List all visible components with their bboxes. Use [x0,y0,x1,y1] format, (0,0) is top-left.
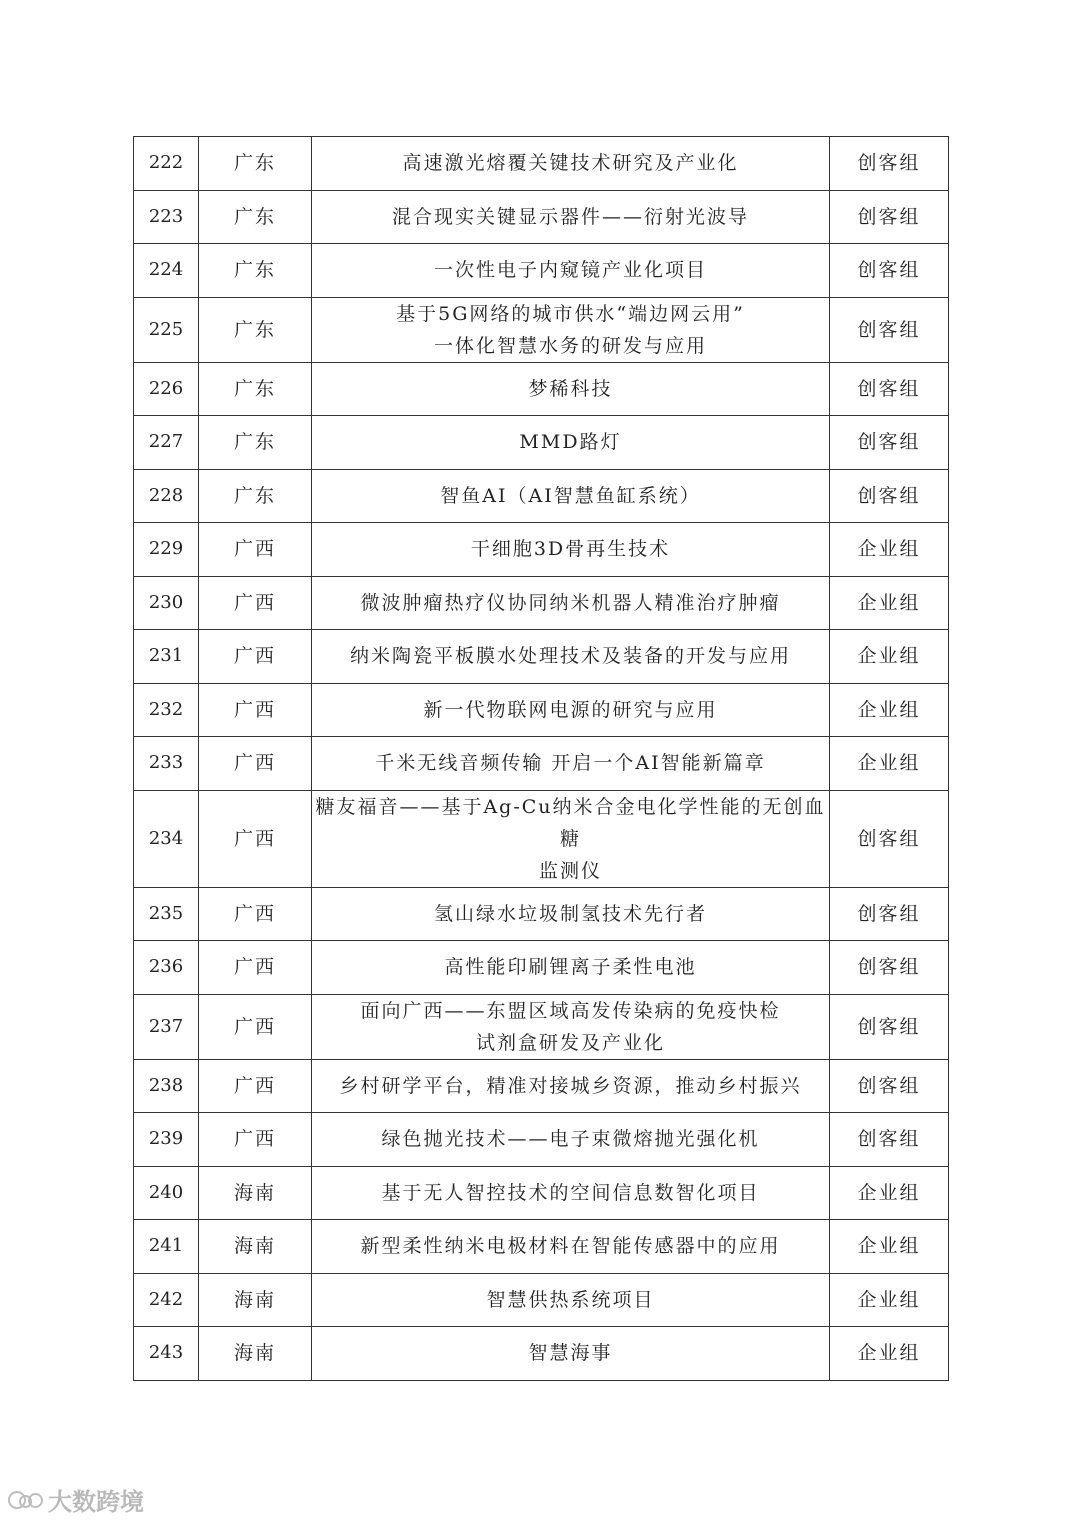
project-name-line: 氢山绿水垃圾制氢技术先行者 [433,902,707,925]
table-row [134,1059,949,1113]
row-province: 广西 [199,887,312,941]
row-number: 236 [134,941,199,995]
row-number: 227 [134,416,199,470]
table-row [134,190,949,244]
row-province: 广西 [199,737,312,791]
project-name-line: 纳米陶瓷平板膜水处理技术及装备的开发与应用 [349,645,791,668]
row-group: 创客组 [830,362,949,416]
row-project-name [312,887,830,941]
watermark-logo-icon [8,1489,42,1511]
row-province: 广西 [199,523,312,577]
project-name-line: 混合现实关键显示器件——衍射光波导 [391,205,749,228]
row-group: 企业组 [830,1273,949,1327]
row-project-name [312,941,830,995]
project-name-line: 监测仪 [538,859,602,882]
project-name-line: 基于5G网络的城市供水“端边网云用” [396,302,745,325]
table-row [134,737,949,791]
row-project-name [312,362,830,416]
project-name-line: 微波肿瘤热疗仪协同纳米机器人精准治疗肿瘤 [360,591,781,614]
table-row [134,1220,949,1274]
row-group: 企业组 [830,523,949,577]
table-row [134,790,949,887]
row-group: 创客组 [830,1059,949,1113]
row-group: 创客组 [830,994,949,1059]
row-province: 海南 [199,1273,312,1327]
row-project-name [312,994,830,1059]
project-name-line: 千米无线音频传输 开启一个AI智能新篇章 [375,752,766,775]
project-name-line: 干细胞3D骨再生技术 [470,538,671,561]
row-project-name [312,297,830,362]
row-project-name [312,190,830,244]
row-project-name [312,1273,830,1327]
project-name-line: 试剂盒研发及产业化 [475,1031,665,1054]
row-province: 广东 [199,244,312,298]
table-row [134,1327,949,1381]
project-name-line: MMD路灯 [519,431,622,454]
row-group: 创客组 [830,190,949,244]
table-row [134,416,949,470]
watermark [8,1482,144,1517]
row-project-name [312,244,830,298]
table-row [134,1113,949,1167]
table-row [134,523,949,577]
row-number: 241 [134,1220,199,1274]
row-group: 企业组 [830,1327,949,1381]
row-province: 广西 [199,1059,312,1113]
row-province: 广西 [199,994,312,1059]
row-number: 232 [134,683,199,737]
row-group: 创客组 [830,1113,949,1167]
row-group: 创客组 [830,416,949,470]
row-group: 企业组 [830,1166,949,1220]
row-province: 广东 [199,297,312,362]
row-project-name [312,630,830,684]
row-group: 企业组 [830,630,949,684]
table-row [134,244,949,298]
row-group: 创客组 [830,941,949,995]
table-row [134,994,949,1059]
row-project-name [312,1166,830,1220]
project-name-line: 智鱼AI（AI智慧鱼缸系统） [440,484,701,507]
project-name-line: 乡村研学平台，精准对接城乡资源，推动乡村振兴 [339,1074,802,1097]
row-number: 242 [134,1273,199,1327]
row-group: 企业组 [830,737,949,791]
row-group: 创客组 [830,297,949,362]
row-group: 创客组 [830,469,949,523]
project-name-line: 一次性电子内窥镜产业化项目 [433,259,707,282]
row-province: 海南 [199,1327,312,1381]
row-number: 238 [134,1059,199,1113]
row-province: 海南 [199,1166,312,1220]
row-project-name [312,683,830,737]
row-province: 广西 [199,790,312,887]
row-province: 广西 [199,576,312,630]
row-project-name [312,137,830,191]
watermark-text: 大数跨境 [48,1488,144,1516]
table-row [134,297,949,362]
project-name-line: 糖友福音——基于Ag-Cu纳米合金电化学性能的无创血糖 [315,795,826,850]
table-row [134,683,949,737]
project-name-line: 基于无人智控技术的空间信息数智化项目 [381,1181,760,1204]
table-row [134,1273,949,1327]
row-project-name [312,469,830,523]
row-number: 234 [134,790,199,887]
row-province: 广东 [199,469,312,523]
table-row [134,469,949,523]
row-group: 企业组 [830,683,949,737]
row-group: 创客组 [830,244,949,298]
row-number: 237 [134,994,199,1059]
project-name-line: 智慧海事 [528,1342,613,1365]
row-group: 企业组 [830,576,949,630]
row-province: 广东 [199,137,312,191]
table-row [134,137,949,191]
row-number: 233 [134,737,199,791]
project-name-line: 绿色抛光技术——电子束微熔抛光强化机 [381,1128,760,1151]
row-group: 创客组 [830,137,949,191]
row-project-name [312,1113,830,1167]
row-province: 广东 [199,416,312,470]
project-name-line: 梦稀科技 [528,377,613,400]
row-province: 广东 [199,362,312,416]
table-row [134,576,949,630]
row-province: 广东 [199,190,312,244]
project-name-line: 一体化智慧水务的研发与应用 [433,334,707,357]
project-name-line: 面向广西——东盟区域高发传染病的免疫快检 [360,999,781,1022]
table-row [134,362,949,416]
project-table [133,136,949,1381]
row-project-name [312,737,830,791]
row-number: 235 [134,887,199,941]
row-project-name [312,1059,830,1113]
row-number: 222 [134,137,199,191]
row-project-name [312,790,830,887]
row-number: 239 [134,1113,199,1167]
table-row [134,941,949,995]
row-province: 广西 [199,630,312,684]
project-name-line: 新型柔性纳米电极材料在智能传感器中的应用 [360,1235,781,1258]
row-province: 广西 [199,683,312,737]
row-province: 海南 [199,1220,312,1274]
table-row [134,630,949,684]
row-number: 240 [134,1166,199,1220]
row-group: 企业组 [830,1220,949,1274]
row-project-name [312,416,830,470]
row-number: 243 [134,1327,199,1381]
row-project-name [312,523,830,577]
row-project-name [312,1327,830,1381]
table-row [134,887,949,941]
row-number: 229 [134,523,199,577]
row-number: 223 [134,190,199,244]
row-group: 创客组 [830,887,949,941]
row-number: 230 [134,576,199,630]
table-row [134,1166,949,1220]
project-name-line: 智慧供热系统项目 [486,1288,655,1311]
project-name-line: 新一代物联网电源的研究与应用 [423,698,718,721]
project-name-line: 高速激光熔覆关键技术研究及产业化 [402,152,739,175]
row-project-name [312,576,830,630]
row-number: 228 [134,469,199,523]
project-name-line: 高性能印刷锂离子柔性电池 [444,956,697,979]
project-table-body [134,137,949,1381]
row-number: 224 [134,244,199,298]
row-number: 231 [134,630,199,684]
row-province: 广西 [199,941,312,995]
row-project-name [312,1220,830,1274]
row-province: 广西 [199,1113,312,1167]
row-group: 创客组 [830,790,949,887]
row-number: 226 [134,362,199,416]
row-number: 225 [134,297,199,362]
